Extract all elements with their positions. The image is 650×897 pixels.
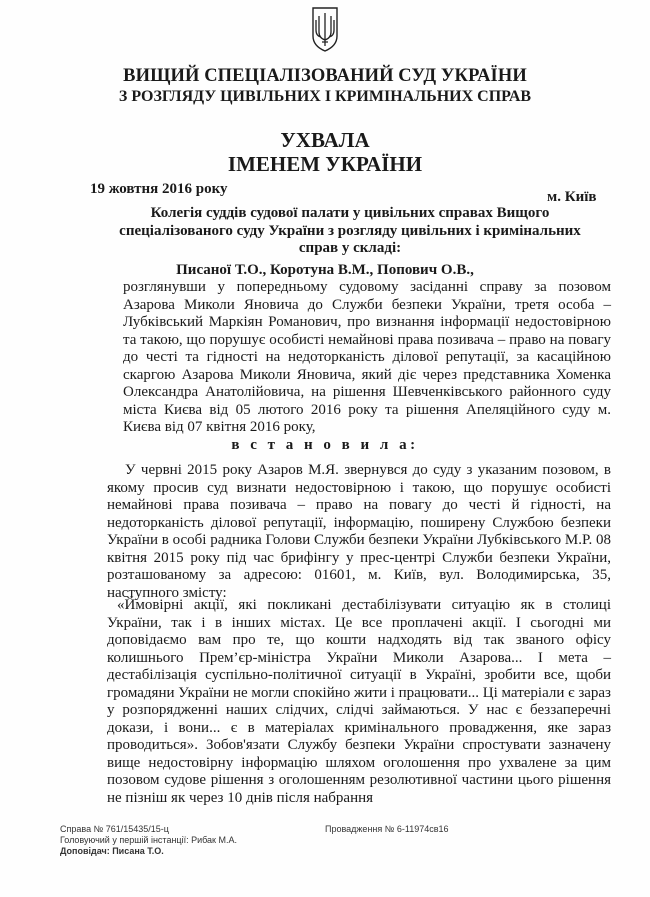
document-date: 19 жовтня 2016 року	[90, 181, 228, 197]
footer-proceeding-number: Провадження № 6-11974св16	[325, 824, 449, 834]
paragraph-claim	[107, 462, 611, 602]
paragraph-claim-text: У червні 2015 року Азаров М.Я. звернувся до суду з указаним позовом, в якому просив суд визнати недостовірною і такою, що порушує особисті немайнові права позивача – право на повагу до честі й гідності, на недоторканість ділової репутації, інформацію, поширену Службою безпеки України в особі радника Голови Служби безпеки України Лубківського М.Р. 08 квітня 2015 року під час брифінгу у прес-центрі Служби безпеки України, розташованому за адресою: 01601, м. Київ, вул. Володимирська, 35, наступного змісту:	[107, 462, 611, 601]
footer-first-instance-judge: Головуючий у першій інстанції: Рибак М.А.	[60, 835, 237, 845]
paragraph-considered: розглянувши у попередньому судовому засіданні справу за позовом Азарова Миколи Яновича до Служби безпеки України, третя особа – Лубківський Маркіян Романович, про визнання інформації недостовірною та такою, що порушує особисті немайнові права позивача – право на повагу до честі та гідності на недоторканість ділової репутації, за касаційною скаргою Азарова Миколи Яновича, який діє через представника Хоменка Олександра Анатолійовича, на рішення Шевченківського районного суду міста Києва від 05 лютого 2016 року та рішення Апеляційного суду м. Києва від 07 квітня 2016 року,	[123, 279, 611, 435]
footer-reporter: Доповідач: Писана Т.О.	[60, 846, 164, 856]
paragraph-quote-text: «Ймовірні акції, які покликані дестабілізувати ситуацію як в столиці України, так і в інших містах. Це все проплачені акції. І сьогодні ми доповідаємо вам про те, що кошти надходять від так званого офісу колишнього Прем’єр-міністра України Миколи Азарова... І мета – дестабілізація суспільно-політичної ситуації в Україні, зробити все, щоби громадяни України не могли спокійно жити і працювати... Ці матеріали є зараз у розпорядженні наших слідчих, слідчі займаються. У нас є беззаперечні докази, і вони... є в матеріалах кримінального провадження, яке зараз проводиться». Зобов'язати Службу безпеки України спростувати зазначену вище недостовірну інформацію шляхом оголошення про ухвалене за цим позовом судове рішення з оголошенням резолютивної частини цього рішення не пізніш як через 10 днів після набрання	[107, 597, 611, 806]
footer-case-number: Справа № 761/15435/15-ц	[60, 824, 169, 834]
section-heading-established: в с т а н о в и л а:	[231, 437, 419, 453]
document-subtitle: ІМЕНЕМ УКРАЇНИ	[227, 152, 423, 176]
document-title: УХВАЛА	[280, 128, 370, 152]
paragraph-quote	[107, 597, 611, 807]
trident-coat-of-arms-icon	[311, 6, 339, 52]
document-city: м. Київ	[547, 189, 597, 205]
college-composition: Колегія суддів судової палати у цивільних справах Вищого спеціалізованого суду України з розгляду цивільних і кримінальних справ у складі:	[119, 205, 581, 256]
court-name-line1: ВИЩИЙ СПЕЦІАЛІЗОВАНИЙ СУД УКРАЇНИ	[123, 66, 527, 86]
judges-list: Писаної Т.О., Коротуна В.М., Попович О.В.,	[176, 262, 474, 278]
court-name-line2: З РОЗГЛЯДУ ЦИВІЛЬНИХ І КРИМІНАЛЬНИХ СПРАВ	[118, 88, 532, 105]
